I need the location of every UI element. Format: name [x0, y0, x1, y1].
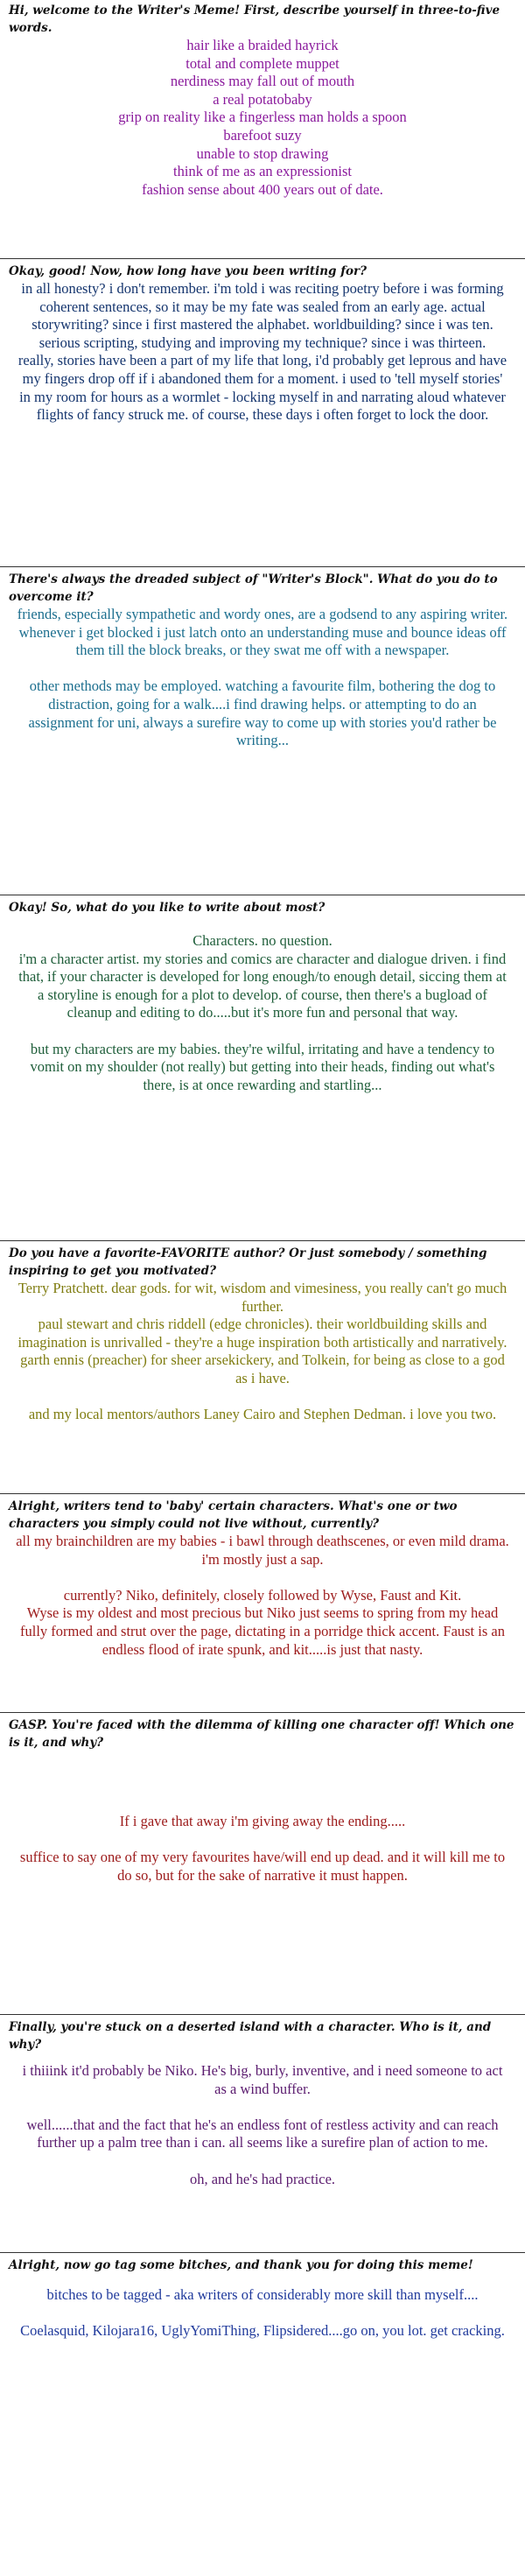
question-describe-yourself: Hi, welcome to the Writer's Meme! First, describe yourself in three-to-five words.: [9, 4, 500, 35]
answer-kill-character: If i gave that away i'm giving away the ending..... suffice to say one of my very favourites have/will end up dead. and it will kill me to do so, but for the sake of narrative it must happen.: [19, 1813, 506, 1884]
answer-favorite-author: Terry Pratchett. dear gods. for wit, wisdom and vimesiness, you really can't go much further. paul stewart and chris riddell (edge chronicles). their worldbuilding skills and imagination is unrivalled - they're a huge inspiration both artistically and narratively. garth ennis (preacher) for sheer arsekickery, and Tolkein, for being as close to a god as i have. and my local mentors/authors Laney Cairo and Stephen Dedman. i love you two.: [18, 1280, 508, 1423]
answer-describe-yourself: hair like a braided hayrick total and complete muppet nerdiness may fall out of mouth a real potatobaby grip on reality like a fingerless man holds a spoon barefoot suzy unable to stop drawing think of me as an expressionist fashion sense about 400 years out of date.: [118, 37, 407, 198]
answer-write-about-most: Characters. no question. i'm a character artist. my stories and comics are character and dialogue driven. i find that, if your character is developed for long enough/to enough detail, siccing them at a storyline is enough for a plot to develop. of course, then there's a bugload of cleanup and editing to do.....but it's more fun and personal that way. but my characters are my babies. they're wilful, irritating and have a tendency to vomit on my shoulder (not really) but getting into their heads, finding out what's there, is at once rewarding and startling...: [18, 932, 507, 1093]
answer-how-long-writing: in all honesty? i don't remember. i'm told i was reciting poetry before i was forming coherent sentences, so it may be my fate was sealed from an early age. actual storywriting? since i first mastered the alphabet. worldbuilding? since i was ten. serious scripting, studying and improving my technique? since i was thirteen. really, stories have been a part of my life that long, i'd probably get leprous and have my fingers drop off if i abandoned them for a moment. i used to 'tell myself stories' in my room for hours as a wormlet - locking myself in and narrating aloud whatever flights of fancy struck me. of course, these days i often forget to lock the door.: [18, 280, 508, 424]
question-kill-character: GASP. You're faced with the dilemma of killing one character off! Which one is it, and why?: [9, 1718, 514, 1750]
meme-section-tag-writers: [0, 2252, 525, 2574]
question-how-long-writing: Okay, good! Now, how long have you been writing for?: [9, 264, 368, 278]
answer-writers-block: friends, especially sympathetic and wordy ones, are a godsend to any aspiring writer. whenever i get blocked i just latch onto an understanding muse and bounce ideas off them till the block breaks, or they swat me off with a newspaper. other methods may be employed. watching a favourite film, bothering the dog to distraction, going for a walk....i find drawing helps. or attempting to do an assignment for uni, always a surefire way to come up with stories you'd rather be writing...: [17, 606, 508, 749]
answer-baby-characters: all my brainchildren are my babies - i bawl through deathscenes, or even mild drama. i'm mostly just a sap. currently? Niko, definitely, closely followed by Wyse, Faust and Kit. Wyse is my oldest and most precious but Niko just seems to spring from my head fully formed and strut over the page, dictating in a porridge thick accent. Faust is an endless flood of irate spunk, and kit.....is just that nasty.: [16, 1533, 509, 1658]
question-writers-block: There's always the dreaded subject of "Writer's Block". What do you do to overcome it?: [9, 572, 498, 604]
answer-tag-writers: bitches to be tagged - aka writers of considerably more skill than myself.... Coelasquid, Kilojara16, UglyYomiThing, Flipsidered....go on, you lot. get cracking.: [20, 2286, 505, 2340]
meme-section-write-about-most: [0, 895, 525, 1240]
question-favorite-author: Do you have a favorite-FAVORITE author? Or just somebody / something inspiring to get you motivated?: [9, 1246, 487, 1278]
meme-section-writers-block: [0, 566, 525, 895]
question-baby-characters: Alright, writers tend to 'baby' certain characters. What's one or two characters you simply could not live without, currently?: [9, 1499, 458, 1531]
question-write-about-most: Okay! So, what do you like to write about most?: [9, 901, 326, 915]
meme-section-describe-yourself: [0, 0, 525, 258]
meme-section-how-long-writing: [0, 258, 525, 566]
meme-section-baby-characters: [0, 1493, 525, 1712]
question-deserted-island: Finally, you're stuck on a deserted island with a character. Who is it, and why?: [9, 2020, 492, 2052]
question-tag-writers: Alright, now go tag some bitches, and thank you for doing this meme!: [9, 2258, 473, 2272]
answer-deserted-island: i thiiink it'd probably be Niko. He's big, burly, inventive, and i need someone to act as a wind buffer. well......that and the fact that he's an endless font of restless activity and can reach further up a palm tree than i can. all seems like a surefire plan of action to me. oh, and he's had practice.: [22, 2062, 503, 2187]
meme-section-deserted-island: [0, 2014, 525, 2252]
meme-section-favorite-author: [0, 1240, 525, 1493]
meme-section-kill-character: [0, 1712, 525, 2014]
